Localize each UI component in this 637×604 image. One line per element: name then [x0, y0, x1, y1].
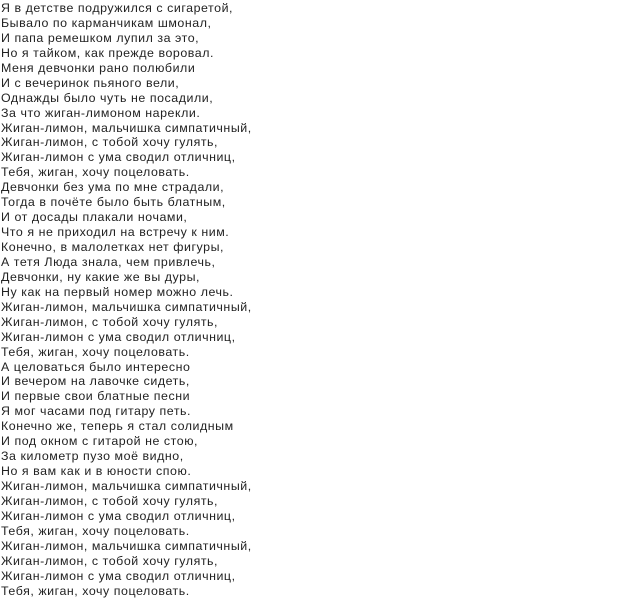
- lyric-line: Но я вам как и в юности спою.: [1, 464, 192, 479]
- lyric-line: Конечно же, теперь я стал солидным: [1, 419, 234, 434]
- lyric-line: Жиган-лимон с ума сводил отличниц,: [1, 508, 236, 523]
- lyric-line: Жиган-лимон, с тобой хочу гулять,: [1, 135, 219, 150]
- lyric-line: Девчонки, ну какие же вы дуры,: [1, 269, 201, 284]
- lyric-line: Тебя, жиган, хочу поцеловать.: [1, 165, 190, 180]
- lyric-line: И под окном с гитарой не стою,: [1, 434, 199, 449]
- lyric-line: Тебя, жиган, хочу поцеловать.: [1, 583, 190, 598]
- lyric-line: Меня девчонки рано полюбили: [1, 60, 196, 75]
- lyric-line: Девчонки без ума по мне страдали,: [1, 180, 225, 195]
- lyric-line: И папа ремешком лупил за это,: [1, 30, 200, 45]
- lyric-line: Жиган-лимон с ума сводил отличниц,: [1, 568, 236, 583]
- lyric-line: И первые свои блатные песни: [1, 389, 191, 404]
- lyric-line: Жиган-лимон, с тобой хочу гулять,: [1, 314, 219, 329]
- lyric-line: Но я тайком, как прежде воровал.: [1, 45, 215, 60]
- lyric-line: И с вечеринок пьяного вели,: [1, 75, 180, 90]
- lyric-line: Жиган-лимон, мальчишка симпатичный,: [1, 479, 252, 493]
- lyric-line: Бывало по карманчикам шмонал,: [1, 15, 212, 30]
- lyric-line: А целоваться было интересно: [1, 359, 191, 374]
- lyric-line: Однажды было чуть не посадили,: [1, 90, 214, 105]
- lyric-line: Конечно, в малолетках нет фигуры,: [1, 240, 225, 254]
- lyric-line: Жиган-лимон, мальчишка симпатичный,: [1, 120, 252, 135]
- lyric-line: А тетя Люда знала, чем привлечь,: [1, 254, 216, 269]
- lyric-line: Тогда в почёте было быть блатным,: [1, 195, 226, 210]
- lyric-line: За километр пузо моё видно,: [1, 449, 184, 464]
- lyric-line: Жиган-лимон, с тобой хочу гулять,: [1, 493, 219, 508]
- lyric-line: Тебя, жиган, хочу поцеловать.: [1, 344, 190, 359]
- lyric-line: Жиган-лимон, с тобой хочу гулять,: [1, 553, 219, 568]
- lyric-line: Ну как на первый номер можно лечь.: [1, 284, 234, 299]
- lyric-line: Жиган-лимон, мальчишка симпатичный,: [1, 538, 252, 553]
- lyric-line: За что жиган-лимоном нарекли.: [1, 105, 201, 120]
- lyric-line: Жиган-лимон с ума сводил отличниц,: [1, 329, 236, 344]
- lyric-line: Жиган-лимон с ума сводил отличниц,: [1, 150, 236, 165]
- lyric-line: Тебя, жиган, хочу поцеловать.: [1, 523, 190, 538]
- lyric-line: И от досады плакали ночами,: [1, 210, 188, 225]
- lyric-line: И вечером на лавочке сидеть,: [1, 374, 190, 389]
- lyric-line: Что я не приходил на встречу к ним.: [1, 225, 230, 240]
- lyric-line: Жиган-лимон, мальчишка симпатичный,: [1, 299, 252, 314]
- lyric-line: Я мог часами под гитару петь.: [1, 404, 192, 419]
- lyric-line: Я в детстве подружился с сигаретой,: [1, 1, 234, 15]
